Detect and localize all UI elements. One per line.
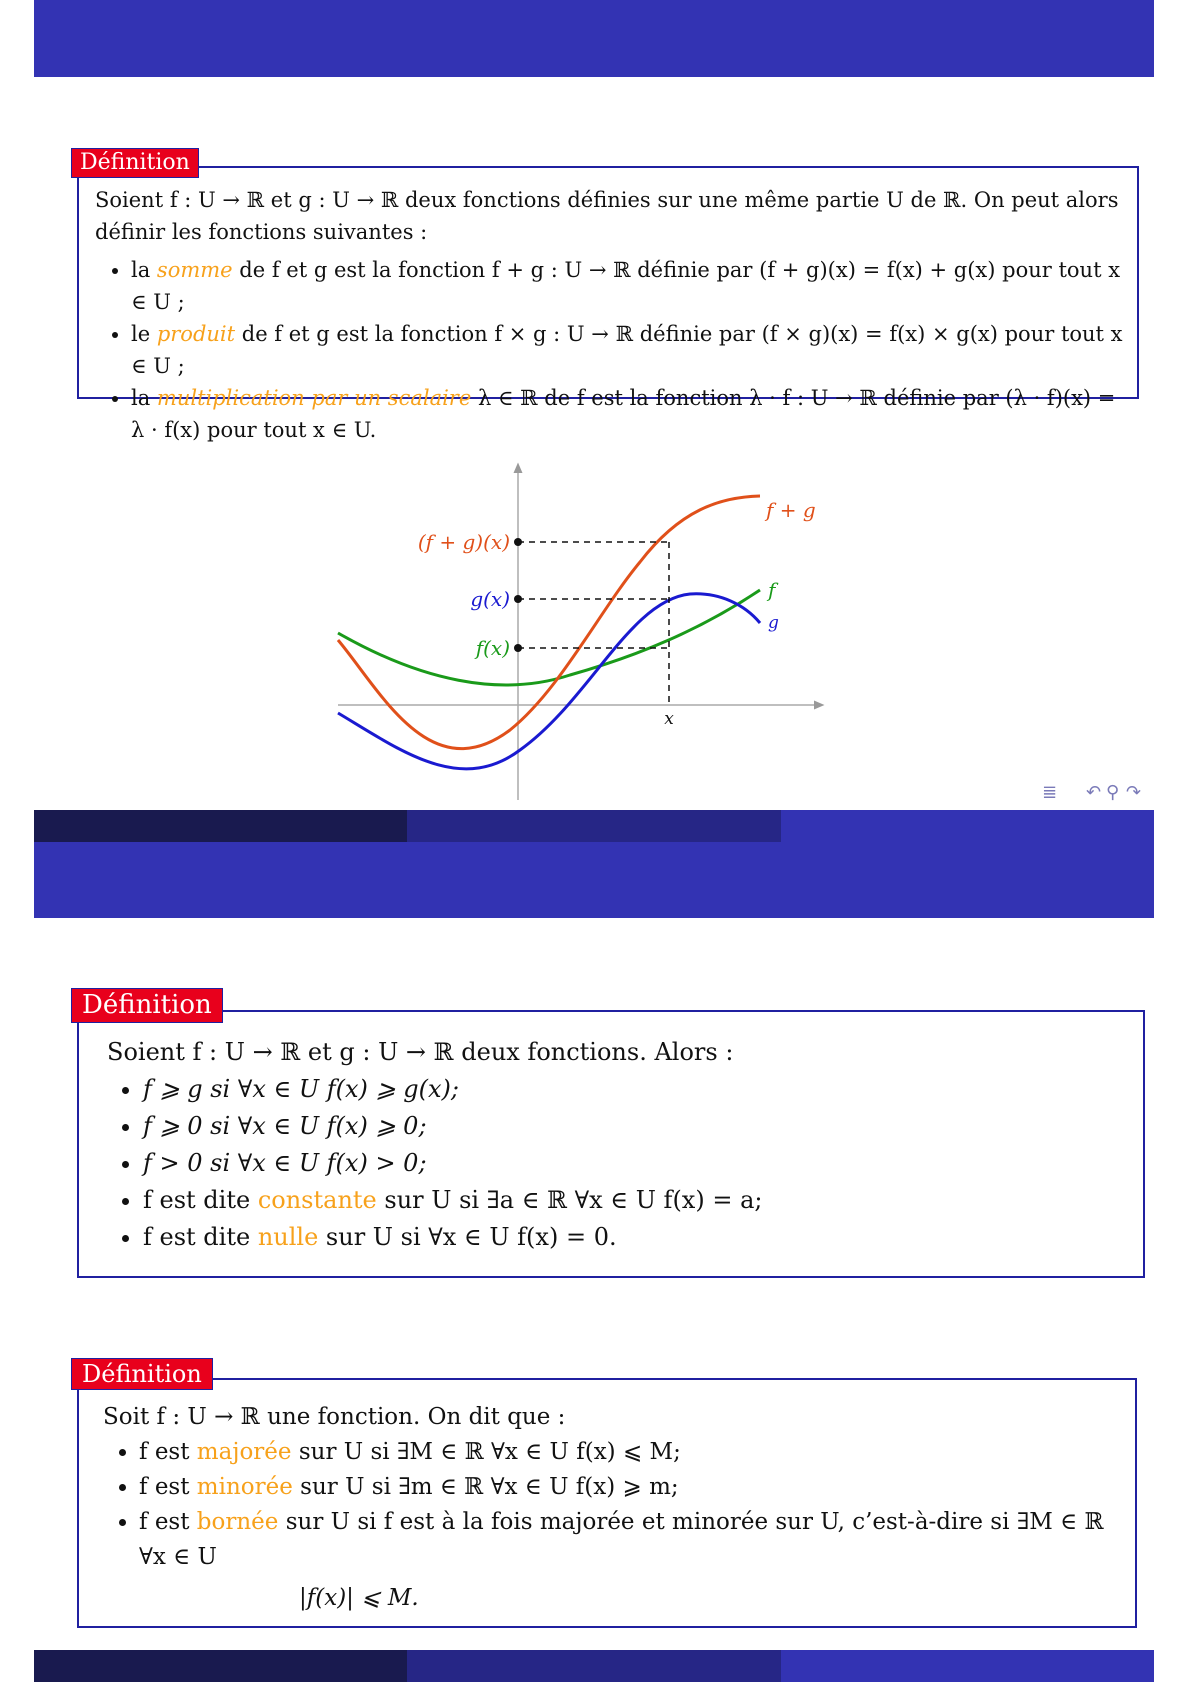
list-item-constante: • f est dite constante sur U si ∃a ∈ ℝ ∀x ∈ U f(x) = a;: [143, 1182, 1129, 1219]
slide1-header-band: [34, 0, 1154, 77]
list-item-f-ge-g: • f ⩾ g si ∀x ∈ U f(x) ⩾ g(x);: [143, 1071, 1129, 1108]
keyword-bornee: bornée: [196, 1509, 279, 1535]
label-curve-g: g: [768, 613, 779, 633]
point-f: [514, 644, 522, 652]
definition-box-bounds: [77, 1378, 1137, 1628]
label-x: x: [664, 709, 674, 729]
forward-icon[interactable]: ↷: [1126, 782, 1142, 803]
list-item-bornee: • f est bornée sur U si f est à la fois majorée et minorée sur U, c’est-à-dire si ∃M ∈ ℝ ∀x ∈ U: [139, 1505, 1121, 1575]
slide2-header-band: [34, 842, 1154, 918]
back-icon[interactable]: ↶: [1086, 782, 1102, 803]
list-item-minoree: • f est minorée sur U si ∃m ∈ ℝ ∀x ∈ U f(x) ⩾ m;: [139, 1470, 1121, 1505]
definition-intro: Soient f : U → ℝ et g : U → ℝ deux fonctions. Alors :: [107, 1038, 734, 1066]
definition-intro: Soit f : U → ℝ une fonction. On dit que :: [103, 1404, 566, 1430]
function-sum-figure: [0, 448, 1190, 808]
keyword-scalaire: multiplication par un scalaire: [156, 386, 472, 410]
curve-f: [338, 590, 760, 685]
list-item-somme: • la somme de f et g est la fonction f + g : U → ℝ définie par (f + g)(x) = f(x) + g(x) pour tout x ∈ U ;: [131, 254, 1123, 318]
point-fg: [514, 538, 522, 546]
definition-box-order: [77, 1010, 1145, 1278]
definition-intro: Soient f : U → ℝ et g : U → ℝ deux fonctions définies sur une même partie U de ℝ. On peut alors définir les fonctions suivantes :: [95, 188, 1119, 244]
list-item-nulle: • f est dite nulle sur U si ∀x ∈ U f(x) = 0.: [143, 1219, 1129, 1256]
definition-list: [95, 254, 1123, 446]
keyword-produit: produit: [156, 322, 236, 346]
list-item-scalaire: • la multiplication par un scalaire λ ∈ ℝ de f est la fonction λ · f : U → ℝ définie par (λ · f)(x) = λ · f(x) pour tout x ∈ U.: [131, 382, 1123, 446]
label-f-value: f(x): [475, 636, 510, 660]
label-curve-fg: f + g: [766, 498, 816, 522]
definition-title: Définition: [71, 1358, 213, 1390]
label-g-value: g(x): [470, 587, 510, 611]
label-fg-value: (f + g)(x): [417, 530, 510, 554]
keyword-majoree: majorée: [196, 1439, 292, 1465]
definition-box-operations: [77, 166, 1139, 442]
search-icon[interactable]: ⚲: [1106, 782, 1120, 803]
keyword-constante: constante: [257, 1186, 377, 1214]
keyword-somme: somme: [156, 258, 233, 282]
slide1-footer: [34, 810, 1154, 842]
keyword-nulle: nulle: [257, 1223, 319, 1251]
bound-formula: |f(x)| ⩽ M.: [299, 1585, 419, 1611]
label-curve-f: f: [768, 578, 776, 602]
definition-list: [103, 1435, 1121, 1575]
list-item-f-gt-0: • f > 0 si ∀x ∈ U f(x) > 0;: [143, 1145, 1129, 1182]
outline-icon[interactable]: ≣: [1042, 782, 1058, 803]
list-item-majoree: • f est majorée sur U si ∃M ∈ ℝ ∀x ∈ U f(x) ⩽ M;: [139, 1435, 1121, 1470]
list-item-f-ge-0: • f ⩾ 0 si ∀x ∈ U f(x) ⩾ 0;: [143, 1108, 1129, 1145]
slide2-footer: [34, 1650, 1154, 1682]
keyword-minoree: minorée: [196, 1474, 293, 1500]
point-g: [514, 595, 522, 603]
definition-title: Définition: [71, 988, 223, 1023]
list-item-produit: • le produit de f et g est la fonction f × g : U → ℝ définie par (f × g)(x) = f(x) × g(x) pour tout x ∈ U ;: [131, 318, 1123, 382]
definition-list: [107, 1071, 1129, 1256]
definition-title: Définition: [71, 148, 199, 178]
curve-f-plus-g: [338, 496, 760, 749]
